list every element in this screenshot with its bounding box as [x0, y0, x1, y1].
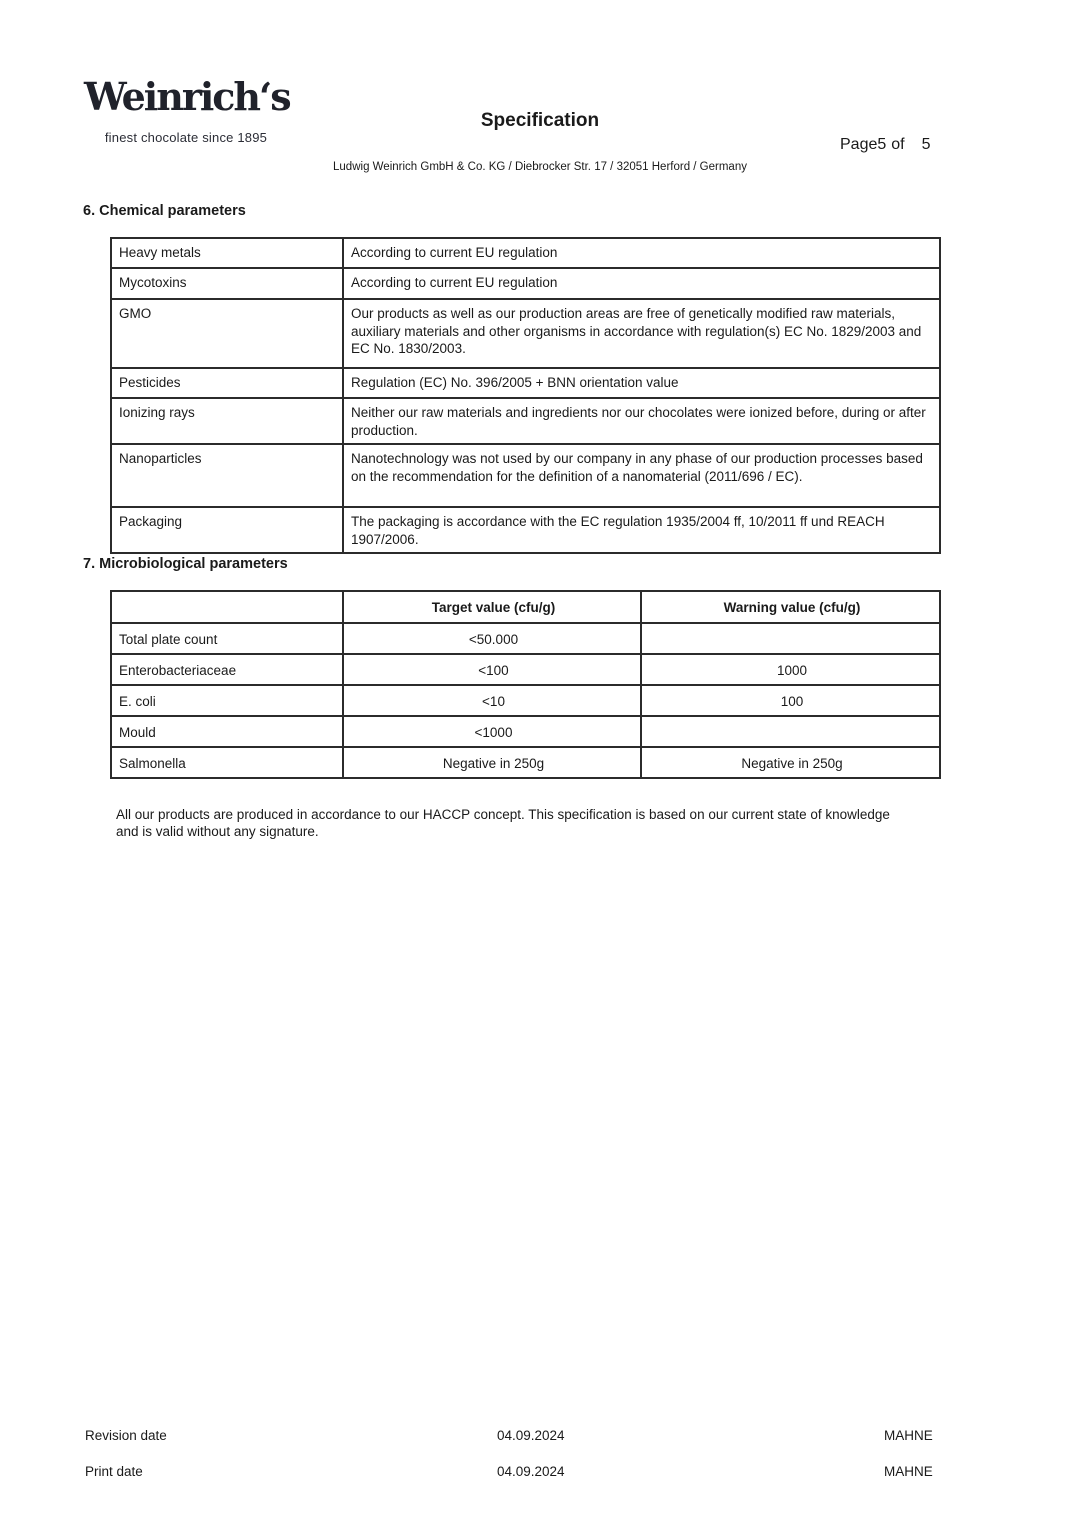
table-row [111, 368, 940, 398]
logo-tagline: finest chocolate since 1895 [104, 129, 268, 145]
print-date-label: Print date [85, 1464, 143, 1479]
page-number-prefix: Page [840, 136, 878, 153]
chemical-param-label: Pesticides [111, 368, 343, 398]
micro-warning-value: 1000 [641, 654, 940, 685]
chemical-param-label: Ionizing rays [111, 398, 343, 444]
micro-row-label: Total plate count [111, 623, 343, 654]
table-row [111, 299, 940, 368]
table-row [111, 654, 940, 685]
micro-warning-value: 100 [641, 685, 940, 716]
micro-target-value: <1000 [343, 716, 641, 747]
table-row [111, 507, 940, 553]
table-row [111, 623, 940, 654]
chemical-param-value: Our products as well as our production areas are free of genetically modified raw materials, auxiliary materials and other organisms in accordance with regulation(s) EC No. 1829/2003 and EC No. 1830/2003. [343, 299, 940, 368]
table-header-row [111, 591, 940, 623]
chemical-parameters-heading: 6. Chemical parameters [83, 203, 246, 219]
micro-row-label: Enterobacteriaceae [111, 654, 343, 685]
microbiological-parameters-heading: 7. Microbiological parameters [83, 556, 288, 572]
micro-header-target: Target value (cfu/g) [343, 591, 641, 623]
chemical-param-value: According to current EU regulation [343, 238, 940, 268]
print-date-value: 04.09.2024 [497, 1464, 565, 1479]
table-row [111, 747, 940, 778]
micro-target-value: <50.000 [343, 623, 641, 654]
chemical-param-label: Mycotoxins [111, 268, 343, 299]
micro-warning-value [641, 623, 940, 654]
haccp-note: All our products are produced in accordance to our HACCP concept. This specification is based on our current state of knowledge and is valid without any signature. [116, 807, 890, 840]
chemical-parameters-table [110, 237, 941, 554]
revision-date-row [0, 1428, 1080, 1446]
page-number-of: of [891, 136, 905, 153]
table-row [111, 685, 940, 716]
page-number-total: 5 [921, 136, 931, 153]
chemical-param-value: According to current EU regulation [343, 268, 940, 299]
document-title: Specification [480, 110, 600, 131]
revision-date-value: 04.09.2024 [497, 1428, 565, 1443]
microbiological-parameters-table [110, 590, 941, 779]
table-row [111, 444, 940, 507]
table-row [111, 238, 940, 268]
chemical-param-value: Regulation (EC) No. 396/2005 + BNN orientation value [343, 368, 940, 398]
chemical-param-label: Packaging [111, 507, 343, 553]
revision-author: MAHNE [884, 1428, 933, 1443]
page-number [840, 136, 931, 154]
print-author: MAHNE [884, 1464, 933, 1479]
chemical-param-value: The packaging is accordance with the EC regulation 1935/2004 ff, 10/2011 ff und REACH 1907/2006. [343, 507, 940, 553]
micro-header-warning: Warning value (cfu/g) [641, 591, 940, 623]
chemical-param-value: Neither our raw materials and ingredients nor our chocolates were ionized before, during or after production. [343, 398, 940, 444]
revision-date-label: Revision date [85, 1428, 167, 1443]
print-date-row [0, 1464, 1080, 1482]
micro-header-param [111, 591, 343, 623]
chemical-param-label: GMO [111, 299, 343, 368]
table-row [111, 268, 940, 299]
micro-target-value: Negative in 250g [343, 747, 641, 778]
chemical-param-label: Heavy metals [111, 238, 343, 268]
page-number-current: 5 [877, 136, 887, 153]
micro-row-label: Mould [111, 716, 343, 747]
micro-target-value: <100 [343, 654, 641, 685]
company-address-line: Ludwig Weinrich GmbH & Co. KG / Diebrocker Str. 17 / 32051 Herford / Germany [333, 161, 747, 173]
chemical-param-value: Nanotechnology was not used by our company in any phase of our production processes based on the recommendation for the definition of a nanomaterial (2011/696 / EC). [343, 444, 940, 507]
logo-wordmark: Weinrich‘s [84, 74, 290, 119]
micro-target-value: <10 [343, 685, 641, 716]
chemical-param-label: Nanoparticles [111, 444, 343, 507]
micro-row-label: E. coli [111, 685, 343, 716]
table-row [111, 398, 940, 444]
micro-warning-value: Negative in 250g [641, 747, 940, 778]
table-row [111, 716, 940, 747]
micro-warning-value [641, 716, 940, 747]
micro-row-label: Salmonella [111, 747, 343, 778]
